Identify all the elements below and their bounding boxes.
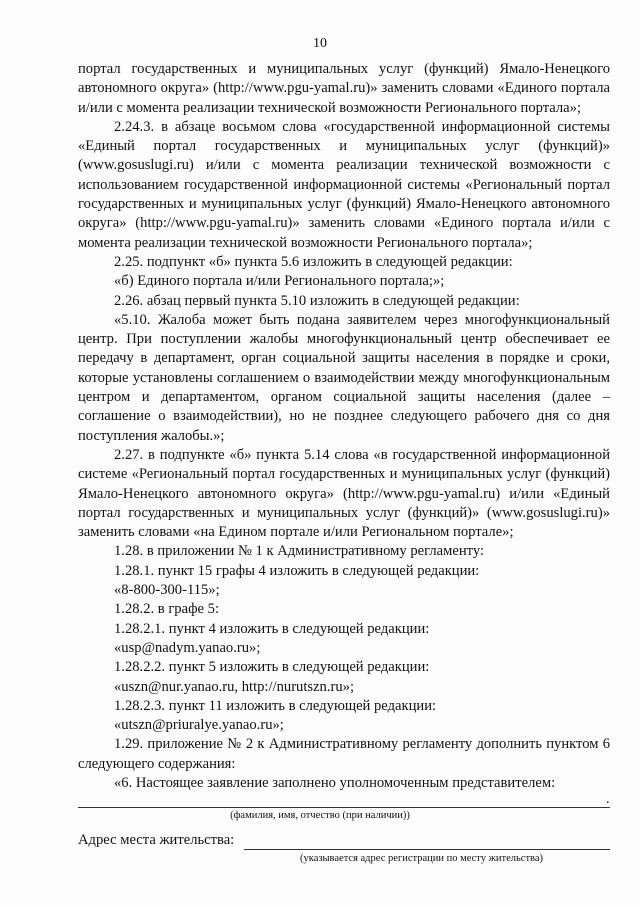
paragraph: «8-800-300-115»; bbox=[114, 582, 220, 599]
paragraph: 1.28.2.2. пункт 5 изложить в следующей редакции: bbox=[114, 659, 430, 676]
paragraph: 2.25. подпункт «б» пункта 5.6 изложить в следующей редакции: bbox=[114, 253, 513, 270]
address-line bbox=[244, 849, 610, 850]
paragraph: 2.24.3. в абзаце восьмом слова «государственной информационной системы «Единый портал государственных и муниципальных услуг (функций)» (www.gosuslugi.ru) и/или с момента реализации технической возможности с использованием государственной информационной системы «Региональный портал государственных и муниципальных услуг (функций) Ямало-Ненецкого автономного округа» (http://www.pgu-yamal.ru)» заменить словами «Единого портала и/или с момента реализации технической возможности Регионального портала»; bbox=[78, 118, 610, 251]
paragraph: 1.28.2.3. пункт 11 изложить в следующей редакции: bbox=[114, 697, 437, 714]
paragraph: 1.28.2.1. пункт 4 изложить в следующей редакции: bbox=[114, 620, 430, 637]
document-body bbox=[78, 60, 610, 793]
address-caption: (указывается адрес регистрации по месту жительства) bbox=[300, 853, 544, 864]
paragraph: 1.28. в приложении № 1 к Административному регламенту: bbox=[114, 543, 485, 560]
paragraph: 1.28.2. в графе 5: bbox=[114, 601, 220, 618]
paragraph: 1.29. приложение № 2 к Административному регламенту дополнить пунктом 6 следующего содержания: bbox=[78, 736, 610, 772]
paragraph: «usp@nadym.yanao.ru»; bbox=[114, 639, 261, 656]
paragraph: 1.28.1. пункт 15 графы 4 изложить в следующей редакции: bbox=[114, 562, 480, 579]
paragraph: «б) Единого портала и/или Регионального портала;»; bbox=[114, 273, 445, 290]
paragraph: «utszn@priuralye.yanao.ru»; bbox=[114, 717, 284, 734]
page-number: 10 bbox=[313, 36, 327, 51]
fio-line bbox=[78, 807, 610, 808]
paragraph: 2.27. в подпункте «б» пункта 5.14 слова «в государственной информационной системе «Региональный портал государственных и муниципальных услуг (функций) Ямало-Ненецкого автономного округа» (http://www.pgu-yamal.ru) и/или «Единый портал государственных и муниципальных услуг (функций)» (www.gosuslugi.ru)» заменить словами «на Едином портале и/или Региональном портале»; bbox=[78, 446, 610, 541]
paragraph: «uszn@nur.yanao.ru, http://nurutszn.ru»; bbox=[114, 678, 355, 695]
fio-line-period: . bbox=[606, 792, 610, 807]
address-label: Адрес места жительства: bbox=[78, 832, 235, 848]
paragraph: «6. Настоящее заявление заполнено уполномоченным представителем: bbox=[114, 774, 556, 791]
fio-caption: (фамилия, имя, отчество (при наличии)) bbox=[230, 810, 410, 821]
address-row bbox=[78, 832, 610, 854]
paragraph: 2.26. абзац первый пункта 5.10 изложить в следующей редакции: bbox=[114, 292, 520, 309]
paragraph: «5.10. Жалоба может быть подана заявителем через многофункциональный центр. При поступлении жалобы многофункциональный центр обеспечивает ее передачу в департамент, орган социальной защиты населения в порядке и сроки, которые установлены соглашением о взаимодействии между многофункциональным центром и департаментом, органом социальной защиты населения (далее – соглашение о взаимодействии), но не позднее следующего рабочего дня со дня поступления жалобы.»; bbox=[78, 311, 610, 444]
paragraph: портал государственных и муниципальных услуг (функций) Ямало-Ненецкого автономного округа» (http://www.pgu-yamal.ru)» заменить словами «Единого портала и/или с момента реализации технической возможности Регионального портала»; bbox=[78, 61, 610, 116]
